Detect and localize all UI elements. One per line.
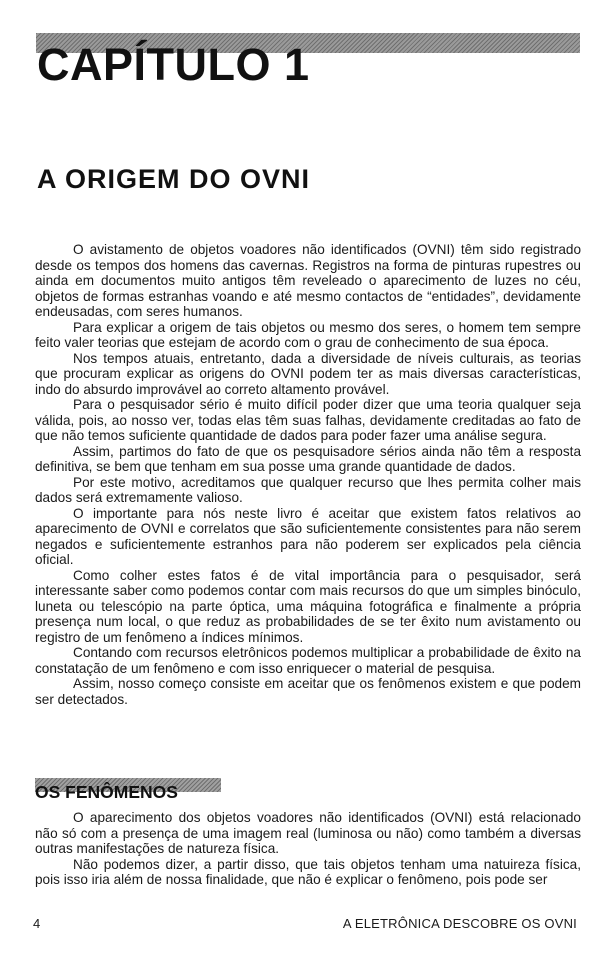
paragraph: Para o pesquisador sério é muito difícil poder dizer que uma teoria qualquer seja válida, pois, ao nosso ver, todas elas têm suas falhas, devidamente creditadas ao fato de que não temos suficiente quantidade de dados para poder fazer uma análise segura. (35, 397, 581, 443)
paragraph: Assim, partimos do fato de que os pesquisadore sérios ainda não têm a resposta definitiva, se bem que tenham em sua posse uma grande quantidade de dados. (35, 443, 581, 474)
paragraph: Contando com recursos eletrônicos podemos multiplicar a probabilidade de êxito na constatação de um fenômeno e com isso enriquecer o material de pesquisa. (35, 645, 581, 676)
paragraph: Como colher estes fatos é de vital importância para o pesquisador, será interessante saber como podemos contar com mais recursos do que um simples binóculo, luneta ou telescópio na parte óptica, uma máquina fotográfica e finalmente a própria presença num local, o que reduz as probabilidades de se ter êxito num avistamento ou registro de um fenômeno a índices mínimos. (35, 567, 581, 645)
paragraph: Para explicar a origem de tais objetos ou mesmo dos seres, o homem tem sempre feito valer teorias que estejam de acordo com o grau de conhecimento de sua época. (35, 319, 581, 350)
paragraph: O avistamento de objetos voadores não identificados (OVNI) têm sido registrado desde os tempos dos homens das cavernas. Registros na forma de pinturas rupestres ou ainda em documentos muito antigos têm reveleado o aparecimento de luzes no céu, objetos de formas estranhas voando e até mesmo contactos de “entidades”, devidamente endeusadas, com seres humanos. (35, 242, 581, 319)
paragraph: Assim, nosso começo consiste em aceitar que os fenômenos existem e que podem ser detectados. (35, 676, 581, 707)
section-heading-block (35, 778, 221, 802)
section-heading: OS FENÔMENOS (35, 782, 178, 802)
section-text (35, 810, 581, 888)
chapter-title: A ORIGEM DO OVNI (37, 164, 311, 194)
paragraph: Por este motivo, acreditamos que qualquer recurso que lhes permita colher mais dados será extremamente valioso. (35, 474, 581, 505)
paragraph: O importante para nós neste livro é aceitar que existem fatos relativos ao aparecimento de OVNI e correlatos que são suficientemente consistentes para não serem negados e suficientemente estranhos para não poderem ser explicados pela ciência oficial. (35, 505, 581, 567)
paragraph: Não podemos dizer, a partir disso, que tais objetos tenham uma natuireza física, pois isso iria além de nossa finalidade, que não é explicar o fenômeno, pois pode ser (35, 856, 581, 887)
paragraph: Nos tempos atuais, entretanto, dada a diversidade de níveis culturais, as teorias que procuram explicar as origens do OVNI podem ter as mais diversas características, indo do absurdo improvável ao correto altamento provável. (35, 350, 581, 397)
intro-text (35, 242, 581, 707)
running-footer-title: A ELETRÔNICA DESCOBRE OS OVNI (342, 916, 577, 931)
page-number: 4 (33, 916, 41, 931)
chapter-heading: CAPÍTULO 1 (37, 39, 310, 90)
paragraph: O aparecimento dos objetos voadores não identificados (OVNI) está relacionado não só com a presença de uma imagem real (luminosa ou não) como também a diversas outras manifestações de natureza física. (35, 810, 581, 856)
